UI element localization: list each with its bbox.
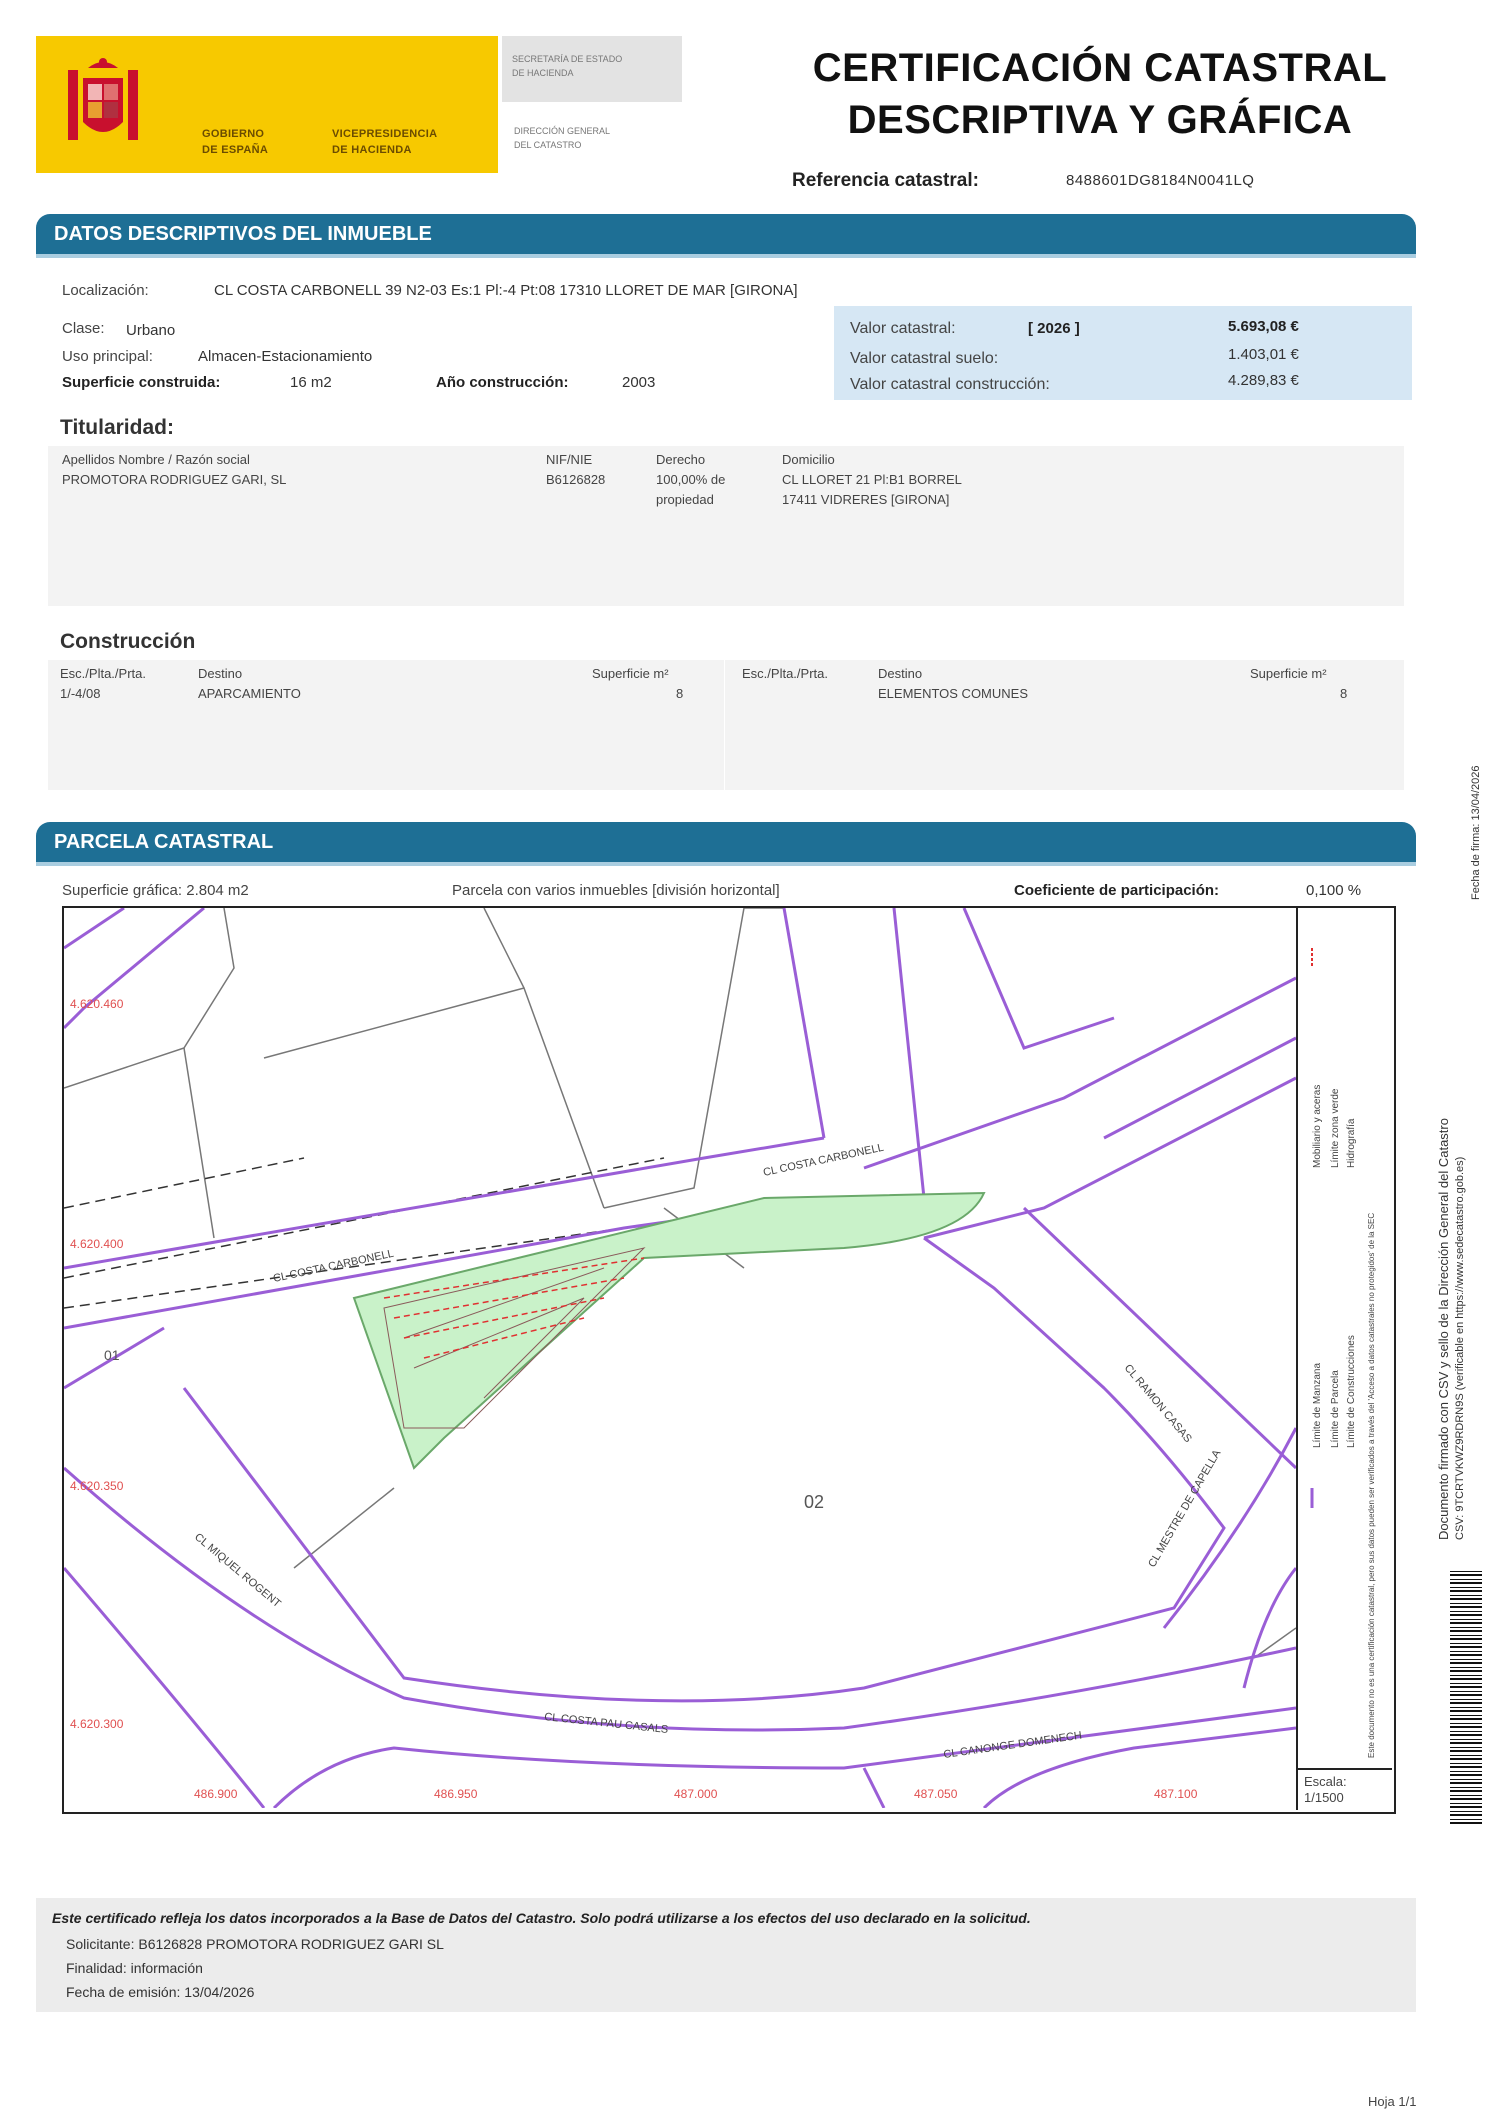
ministry-sub-box <box>502 36 682 102</box>
clase-value: Urbano <box>126 322 176 339</box>
coord-y-3: 4.620.350 <box>70 1479 124 1493</box>
col-nombre-header: Apellidos Nombre / Razón social <box>62 452 250 467</box>
col-derecho-header: Derecho <box>656 452 706 467</box>
coord-x-3: 487.000 <box>674 1787 718 1801</box>
legend-item-4: Mobiliario y aceras <box>1312 1084 1323 1168</box>
titular-derecho-1: 100,00% de <box>656 472 726 487</box>
uso-label: Uso principal: <box>62 348 153 365</box>
street-label-6: CL MESTRE DE CAPELLA <box>1146 1447 1224 1570</box>
valor-catastral-label: Valor catastral: <box>850 320 956 337</box>
legend-item-2: Límite de Parcela <box>1330 1370 1341 1448</box>
col-superficie-header: Superficie m² <box>592 666 669 681</box>
barcode <box>1450 1568 1482 1824</box>
superficie-construida-label: Superficie construida: <box>62 374 221 391</box>
parcel-number-02: 02 <box>804 1492 825 1512</box>
titularidad-panel <box>48 446 1404 606</box>
coord-x-2: 486.950 <box>434 1787 478 1801</box>
street-label-1: CL COSTA CARBONELL <box>762 1141 885 1179</box>
street-label-2: CL COSTA CARBONELL <box>272 1247 395 1285</box>
coord-y-4: 4.620.300 <box>70 1717 124 1731</box>
superficie-grafica: Superficie gráfica: 2.804 m2 <box>62 882 249 899</box>
construccion-panel <box>48 660 1404 790</box>
valor-suelo-value: 1.403,01 € <box>1228 346 1299 363</box>
escala-value: 1/1500 <box>1304 1790 1344 1805</box>
street-label-7: CL RAMON CASAS <box>1121 1362 1194 1446</box>
legend-item-3: Límite de Construcciones <box>1346 1335 1357 1448</box>
titular-nif: B6126828 <box>546 472 606 487</box>
valor-catastral-year: [ 2026 ] <box>1028 320 1080 337</box>
footer-solicitante: Solicitante: B6126828 PROMOTORA RODRIGUEZ GARI SL <box>66 1936 444 1952</box>
coeficiente-label: Coeficiente de participación: <box>1014 882 1220 899</box>
side-signature-date: Fecha de firma: 13/04/2026 <box>1470 765 1482 900</box>
ref-catastral-label: Referencia catastral: <box>792 170 979 191</box>
titular-domicilio-1: CL LLORET 21 Pl:B1 BORREL <box>782 472 962 487</box>
col-destino-header: Destino <box>198 666 243 681</box>
valor-suelo-label: Valor catastral suelo: <box>850 350 999 367</box>
highlighted-parcel <box>354 1193 984 1468</box>
ministry-sub-line-1: SECRETARÍA DE ESTADO <box>512 54 623 64</box>
construccion-heading: Construcción <box>60 630 196 653</box>
uso-value: Almacen-Estacionamiento <box>198 348 373 365</box>
section-title-datos: DATOS DESCRIPTIVOS DEL INMUEBLE <box>54 223 432 245</box>
gov-text-4: DE HACIENDA <box>332 144 412 156</box>
coord-y-1: 4.620.460 <box>70 997 124 1011</box>
government-logo-block <box>36 36 498 173</box>
row1-esc: 1/-4/08 <box>60 686 101 701</box>
page-number: Hoja 1/1 <box>1368 2094 1417 2109</box>
gov-text-1: GOBIERNO <box>202 128 265 140</box>
titularidad-heading: Titularidad: <box>60 416 174 439</box>
construccion-divider <box>724 660 725 790</box>
ano-construccion-label: Año construcción: <box>436 374 569 391</box>
cadastral-map <box>62 906 1396 1814</box>
col-esc-header: Esc./Plta./Prta. <box>60 666 146 681</box>
titular-derecho-2: propiedad <box>656 492 714 507</box>
col-nif-header: NIF/NIE <box>546 452 593 467</box>
legend-item-1: Límite de Manzana <box>1312 1362 1323 1448</box>
coeficiente-value: 0,100 % <box>1306 882 1362 899</box>
legend-drawing <box>1298 908 1390 1768</box>
street-label-3: CL COSTA PAU CASALS <box>543 1711 669 1736</box>
section-bar-parcela <box>36 822 1416 866</box>
titular-domicilio-2: 17411 VIDRERES [GIRONA] <box>782 492 950 507</box>
coord-x-5: 487.100 <box>1154 1787 1198 1801</box>
gov-text-3: VICEPRESIDENCIA <box>332 128 438 140</box>
footer-disclaimer: Este certificado refleja los datos incorporados a la Base de Datos del Catastro. Solo podrá utilizarse a los efectos del uso declarado en la solicitud. <box>52 1910 1031 1926</box>
col-destino-header-2: Destino <box>878 666 923 681</box>
coord-y-2: 4.620.400 <box>70 1237 124 1251</box>
scale-box <box>1296 1768 1392 1810</box>
row2-destino: ELEMENTOS COMUNES <box>878 686 1029 701</box>
valor-catastral-value: 5.693,08 € <box>1228 318 1299 335</box>
document-title-line-1: CERTIFICACIÓN CATASTRAL <box>812 46 1388 90</box>
coord-x-4: 487.050 <box>914 1787 958 1801</box>
row2-superficie: 8 <box>1340 686 1348 701</box>
ref-catastral-value: 8488601DG8184N0041LQ <box>1066 172 1255 189</box>
localizacion-label: Localización: <box>62 282 149 299</box>
superficie-construida-value: 16 m2 <box>290 374 332 391</box>
clase-label: Clase: <box>62 320 105 337</box>
gov-text-2: DE ESPAÑA <box>202 144 269 156</box>
legend-item-5: Límite zona verde <box>1330 1088 1341 1168</box>
street-label-5: CL MIQUEL ROGENT <box>192 1531 283 1611</box>
parcela-tipo: Parcela con varios inmuebles [división horizontal] <box>452 882 780 899</box>
escala-label: Escala: <box>1304 1774 1347 1789</box>
col-domicilio-header: Domicilio <box>782 452 835 467</box>
titular-nombre: PROMOTORA RODRIGUEZ GARI, SL <box>62 472 287 487</box>
coat-of-arms-icon <box>48 50 158 160</box>
side-signature-text-2: CSV: 9TCRTVKWZ9RDRN9S (verificable en https://www.sedecatastro.gob.es) <box>1454 1156 1466 1540</box>
legend-item-6: Hidrografía <box>1346 1118 1357 1168</box>
directorate-line-1: DIRECCIÓN GENERAL <box>514 126 611 136</box>
street-label-4: CL CANONGE DOMENECH <box>942 1729 1083 1761</box>
legend-note: Este documento no es una certificación catastral, pero sus datos pueden ser verificados a través del 'Acceso a datos catastrales no protegidos' de la SEC <box>1367 1212 1376 1758</box>
col-superficie-header-2: Superficie m² <box>1250 666 1327 681</box>
directorate-line-2: DEL CATASTRO <box>514 140 582 150</box>
valor-construccion-value: 4.289,83 € <box>1228 372 1299 389</box>
localizacion-value: CL COSTA CARBONELL 39 N2-03 Es:1 Pl:-4 Pt:08 17310 LLORET DE MAR [GIRONA] <box>214 282 798 299</box>
document-title-line-2: DESCRIPTIVA Y GRÁFICA <box>847 98 1353 142</box>
section-title-parcela: PARCELA CATASTRAL <box>54 831 274 853</box>
ministry-sub-line-2: DE HACIENDA <box>512 68 574 78</box>
parcel-number-01: 01 <box>104 1347 120 1363</box>
coord-x-1: 486.900 <box>194 1787 238 1801</box>
valor-construccion-label: Valor catastral construcción: <box>850 376 1050 393</box>
row1-destino: APARCAMIENTO <box>198 686 301 701</box>
footer-fecha-emision: Fecha de emisión: 13/04/2026 <box>66 1984 255 2000</box>
footer-box <box>36 1898 1416 2012</box>
col-esc-header-2: Esc./Plta./Prta. <box>742 666 828 681</box>
ano-construccion-value: 2003 <box>622 374 656 391</box>
map-legend <box>1296 908 1392 1770</box>
cadastral-map-drawing <box>64 908 1296 1808</box>
footer-finalidad: Finalidad: información <box>66 1960 203 1976</box>
side-signature-text-1: Documento firmado con CSV y sello de la Dirección General del Catastro <box>1436 1118 1451 1540</box>
valor-catastral-box <box>834 306 1412 400</box>
section-bar-datos <box>36 214 1416 258</box>
row1-superficie: 8 <box>676 686 684 701</box>
